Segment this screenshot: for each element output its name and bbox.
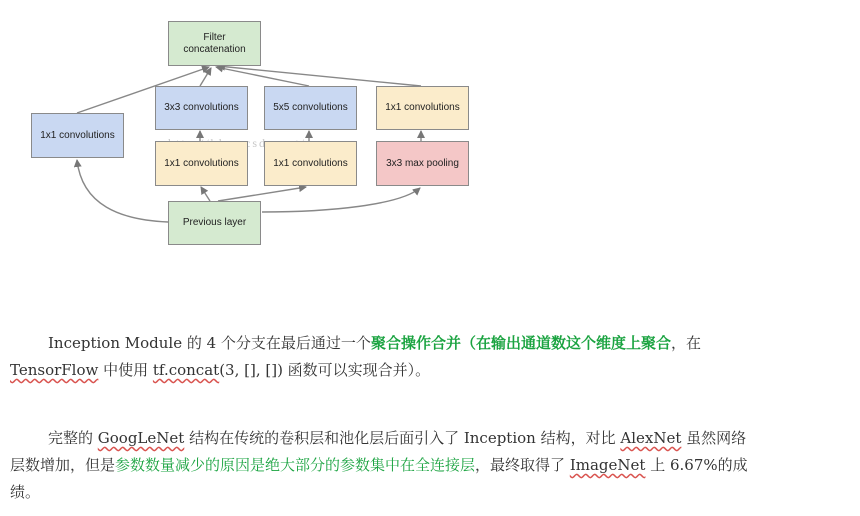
p2-text-5: 上 6.67%的成绩。: [10, 456, 748, 501]
conv1x1-b-node: [264, 141, 357, 186]
maxpool-label: 3x3 max pooling: [386, 157, 459, 169]
tf-concat-term: tf.concat: [152, 361, 220, 379]
p2-highlight: 参数数量减少的原因是绝大部分的参数集中在全连接层: [115, 456, 476, 474]
p2-text-4: ，最终取得了: [475, 456, 570, 474]
paragraph-inception-module: [10, 330, 750, 384]
imagenet-term: ImageNet: [569, 456, 646, 474]
p1-highlight: 聚合操作合并（在输出通道数这个维度上聚合: [370, 334, 671, 352]
edge-prev-to-conv1x1a: [201, 187, 210, 201]
maxpool-node: [376, 141, 469, 186]
conv5x5-node: [264, 86, 357, 130]
conv1x1-left-label: 1x1 convolutions: [40, 129, 115, 141]
edge-prev-to-conv1x1b: [218, 187, 306, 201]
filter-concatenation-node: [168, 21, 261, 66]
conv1x1-right-node: [376, 86, 469, 130]
previous-layer-label: Previous layer: [182, 217, 247, 228]
p1-text-4: (3, [], []) 函数可以实现合并）。: [219, 361, 431, 379]
previous-layer-node: [168, 201, 261, 245]
conv3x3-node: [155, 86, 248, 130]
p2-text-1: 完整的: [48, 429, 98, 447]
tensorflow-term: TensorFlow: [10, 361, 99, 379]
p2-text-2: 结构在传统的卷积层和池化层后面引入了 Inception 结构，对比: [184, 429, 621, 447]
edge-conv1x1right-to-concat: [218, 66, 421, 86]
paragraph-googlenet: [10, 425, 750, 506]
googlenet-term: GoogLeNet: [97, 429, 185, 447]
edge-prev-to-maxpool: [262, 188, 420, 212]
conv1x1-a-label: 1x1 convolutions: [164, 157, 239, 169]
conv3x3-label: 3x3 convolutions: [164, 102, 239, 113]
p1-text-2: ，在: [670, 334, 701, 352]
conv5x5-label: 5x5 convolutions: [273, 102, 348, 113]
alexnet-term: AlexNet: [620, 429, 682, 447]
conv1x1-a-node: [155, 141, 248, 186]
conv1x1-b-label: 1x1 convolutions: [273, 157, 348, 169]
conv1x1-left-node: [31, 113, 124, 158]
edge-conv3x3-to-concat: [200, 68, 211, 86]
p1-text-1: Inception Module 的 4 个分支在最后通过一个: [48, 334, 371, 352]
p1-text-3: 中使用: [98, 361, 153, 379]
filter-concatenation-label: Filter concatenation: [183, 31, 246, 55]
conv1x1-right-label: 1x1 convolutions: [385, 102, 460, 113]
p2-text-3: 虽然网络层数增加，但是: [10, 429, 747, 474]
